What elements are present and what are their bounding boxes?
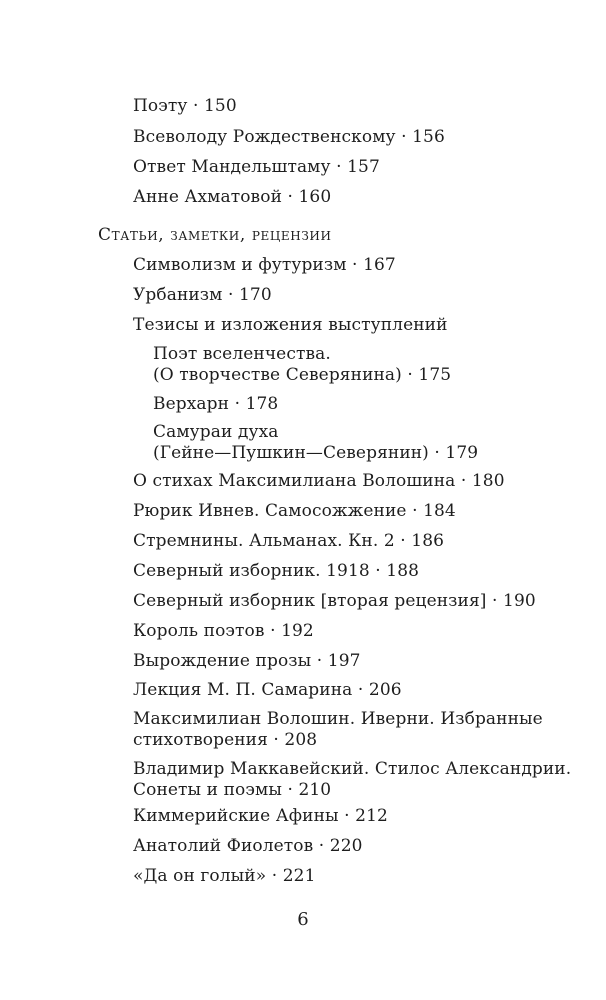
toc-entry-text: Северный изборник. 1918 · 188 xyxy=(133,561,420,581)
toc-entry-text: Анне Ахматовой · 160 xyxy=(133,187,332,207)
page-number: 6 xyxy=(297,909,309,930)
toc-entry xyxy=(133,561,419,582)
toc-entry xyxy=(133,866,316,887)
toc-entry-text: Ответ Мандельштаму · 157 xyxy=(133,157,380,177)
toc-entry xyxy=(133,501,456,522)
toc-entry-text: Символизм и футуризм · 167 xyxy=(133,255,396,275)
toc-entry-text: Урбанизм · 170 xyxy=(133,285,272,305)
toc-entry-text: Король поэтов · 192 xyxy=(133,621,314,641)
toc-entry xyxy=(133,187,331,208)
toc-entry xyxy=(133,709,543,751)
section-heading: Статьи, заметки, рецензии xyxy=(98,225,332,245)
toc-entry-text: «Да он голый» · 221 xyxy=(133,866,316,886)
toc-entry-text: Всеволоду Рождественскому · 156 xyxy=(133,127,445,147)
toc-subentry xyxy=(153,344,451,386)
toc-entry xyxy=(133,96,237,117)
toc-entry xyxy=(133,127,445,148)
toc-entry-line: стихотворения · 208 xyxy=(133,730,318,750)
toc-entry xyxy=(133,651,361,672)
toc-entry-text: Северный изборник [вторая рецензия] · 190 xyxy=(133,591,536,611)
toc-entry-text: Рюрик Ивнев. Самосожжение · 184 xyxy=(133,501,456,521)
toc-entry-line: Сонеты и поэмы · 210 xyxy=(133,780,332,800)
toc-entry xyxy=(133,471,505,492)
toc-entry-line: Владимир Маккавейский. Стилос Александрии. xyxy=(133,759,572,779)
toc-entry-text: Анатолий Фиолетов · 220 xyxy=(133,836,363,856)
toc-entry-text: Киммерийские Афины · 212 xyxy=(133,806,388,826)
toc-entry-text: Вырождение прозы · 197 xyxy=(133,651,361,671)
toc-entry xyxy=(133,836,363,857)
toc-entry xyxy=(133,285,272,306)
toc-subentry xyxy=(153,422,478,464)
toc-entry xyxy=(133,255,396,276)
toc-entry-line: Верхарн · 178 xyxy=(153,394,279,414)
toc-entry-line: Поэт вселенчества. xyxy=(153,344,331,364)
toc-entry-line: (О творчестве Северянина) · 175 xyxy=(153,365,452,385)
toc-entry xyxy=(133,531,444,552)
toc-entry-text: Лекция М. П. Самарина · 206 xyxy=(133,680,402,700)
toc-entry-line: (Гейне—Пушкин—Северянин) · 179 xyxy=(153,443,479,463)
toc-entry-text: Стремнины. Альманах. Кн. 2 · 186 xyxy=(133,531,445,551)
toc-entry xyxy=(133,315,448,336)
toc-entry xyxy=(133,806,388,827)
toc-entry xyxy=(133,591,536,612)
toc-entry xyxy=(133,759,571,801)
toc-entry-line: Максимилиан Волошин. Иверни. Избранные xyxy=(133,709,543,729)
toc-subentry xyxy=(153,394,278,415)
toc-entry-text: Тезисы и изложения выступлений xyxy=(133,315,448,335)
toc-entry-text: Поэту · 150 xyxy=(133,96,237,116)
toc-entry xyxy=(133,157,380,178)
toc-entry xyxy=(133,680,402,701)
toc-entry-text: О стихах Максимилиана Волошина · 180 xyxy=(133,471,505,491)
toc-entry-line: Самураи духа xyxy=(153,422,279,442)
toc-entry xyxy=(133,621,314,642)
